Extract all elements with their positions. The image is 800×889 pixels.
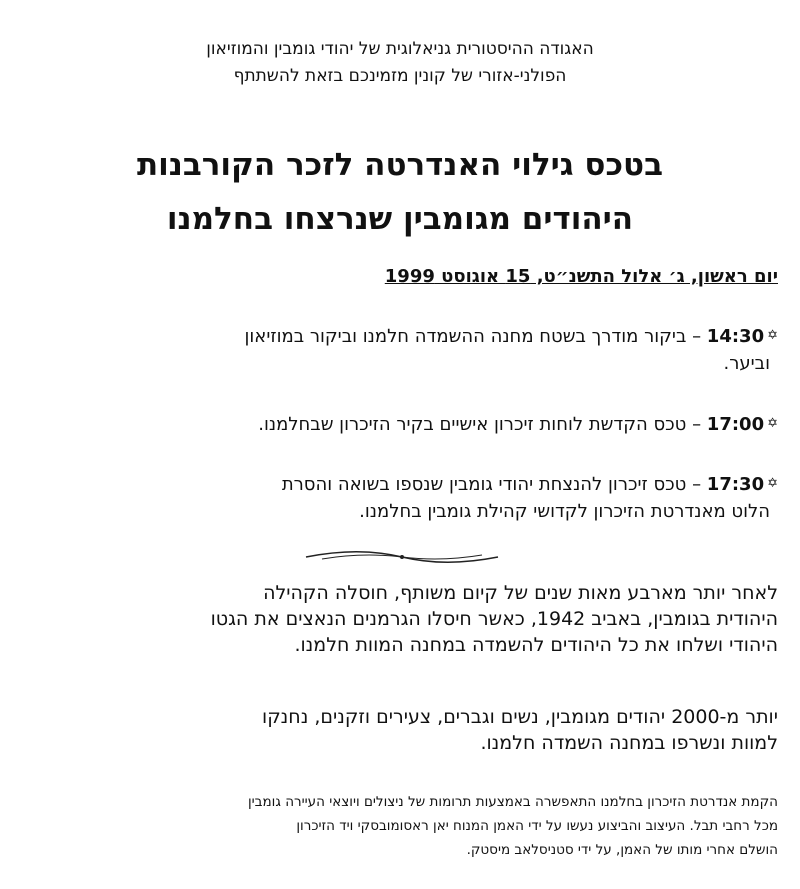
schedule-item [18, 470, 778, 525]
credits-line: הקמת אנדרטת הזיכרון בחלמנו התאפשרה באמצעות תרומות של ניצולים ויוצאי העיירה גומבין [247, 794, 778, 810]
credits-line: מכל רחבי תבל. העיצוב והביצוע נעשו על ידי האמן המנוח יאן ראסומובסקי ויד הזיכרון [296, 818, 778, 834]
credits-note [8, 790, 778, 862]
victims-paragraph [8, 704, 778, 756]
paragraph-line: למוות ונשרפו במחנה השמדה חלמנו. [480, 732, 778, 754]
schedule-description: – טכס זיכרון להנצחת יהודי גומבין שנספו בשואה והסרת [281, 474, 707, 495]
star-of-david-icon: ✡ [767, 476, 778, 491]
schedule-description-continued: וביער. [723, 353, 770, 374]
schedule-description-continued: הלוט מאנדרטת הזיכרון לקדושי קהילת גומבין בחלמנו. [359, 501, 770, 522]
schedule-description: – טכס הקדשת לוחות זיכרון אישיים בקיר הזיכרון שבחלמנו. [258, 414, 707, 435]
schedule-description: – ביקור מודרך בשטח מחנה ההשמדה חלמנו וביקור במוזיאון [244, 326, 707, 347]
ceremony-title [40, 138, 760, 246]
schedule-item [18, 410, 778, 438]
schedule-time: 17:30 [706, 474, 765, 495]
schedule-time: 17:00 [706, 414, 765, 435]
org-line: הפולני-אזורי של קונין מזמינכם בזאת להשתתף [233, 66, 567, 86]
organization-header [80, 36, 720, 90]
event-date: יום ראשון, ג׳ אלול התשנ״ט, 15 אוגוסט 1999 [384, 266, 778, 287]
org-line: האגודה ההיסטורית גניאלוגית של יהודי גומבין והמוזיאון [206, 39, 594, 59]
credits-line: הושלם אחרי מותו של האמן, על ידי סטניסלאב מיסטק. [466, 842, 778, 858]
schedule-time: 14:30 [706, 326, 765, 347]
decorative-divider [302, 548, 502, 566]
title-line: בטכס גילוי האנדרטה לזכר הקורבנות [136, 147, 663, 183]
history-paragraph [8, 580, 778, 658]
paragraph-line: לאחר יותר מארבע מאות שנים של קיום משותף, חוסלה הקהילה [263, 582, 778, 604]
paragraph-line: יותר מ-2000 יהודים מגומבין, נשים וגברים, צעירים וזקנים, נחנקו [262, 706, 778, 728]
star-of-david-icon: ✡ [767, 416, 778, 431]
star-of-david-icon: ✡ [767, 328, 778, 343]
title-line: היהודים מגומבין שנרצחו בחלמנו [166, 201, 634, 237]
schedule-item [18, 322, 778, 377]
paragraph-line: היהודי ושלחו את כל היהודים להשמדה במחנה המוות חלמנו. [294, 634, 778, 656]
paragraph-line: היהודית בגומבין, באביב 1942, כאשר חיסלו הגרמנים הנאצים את הגטו [210, 608, 778, 630]
